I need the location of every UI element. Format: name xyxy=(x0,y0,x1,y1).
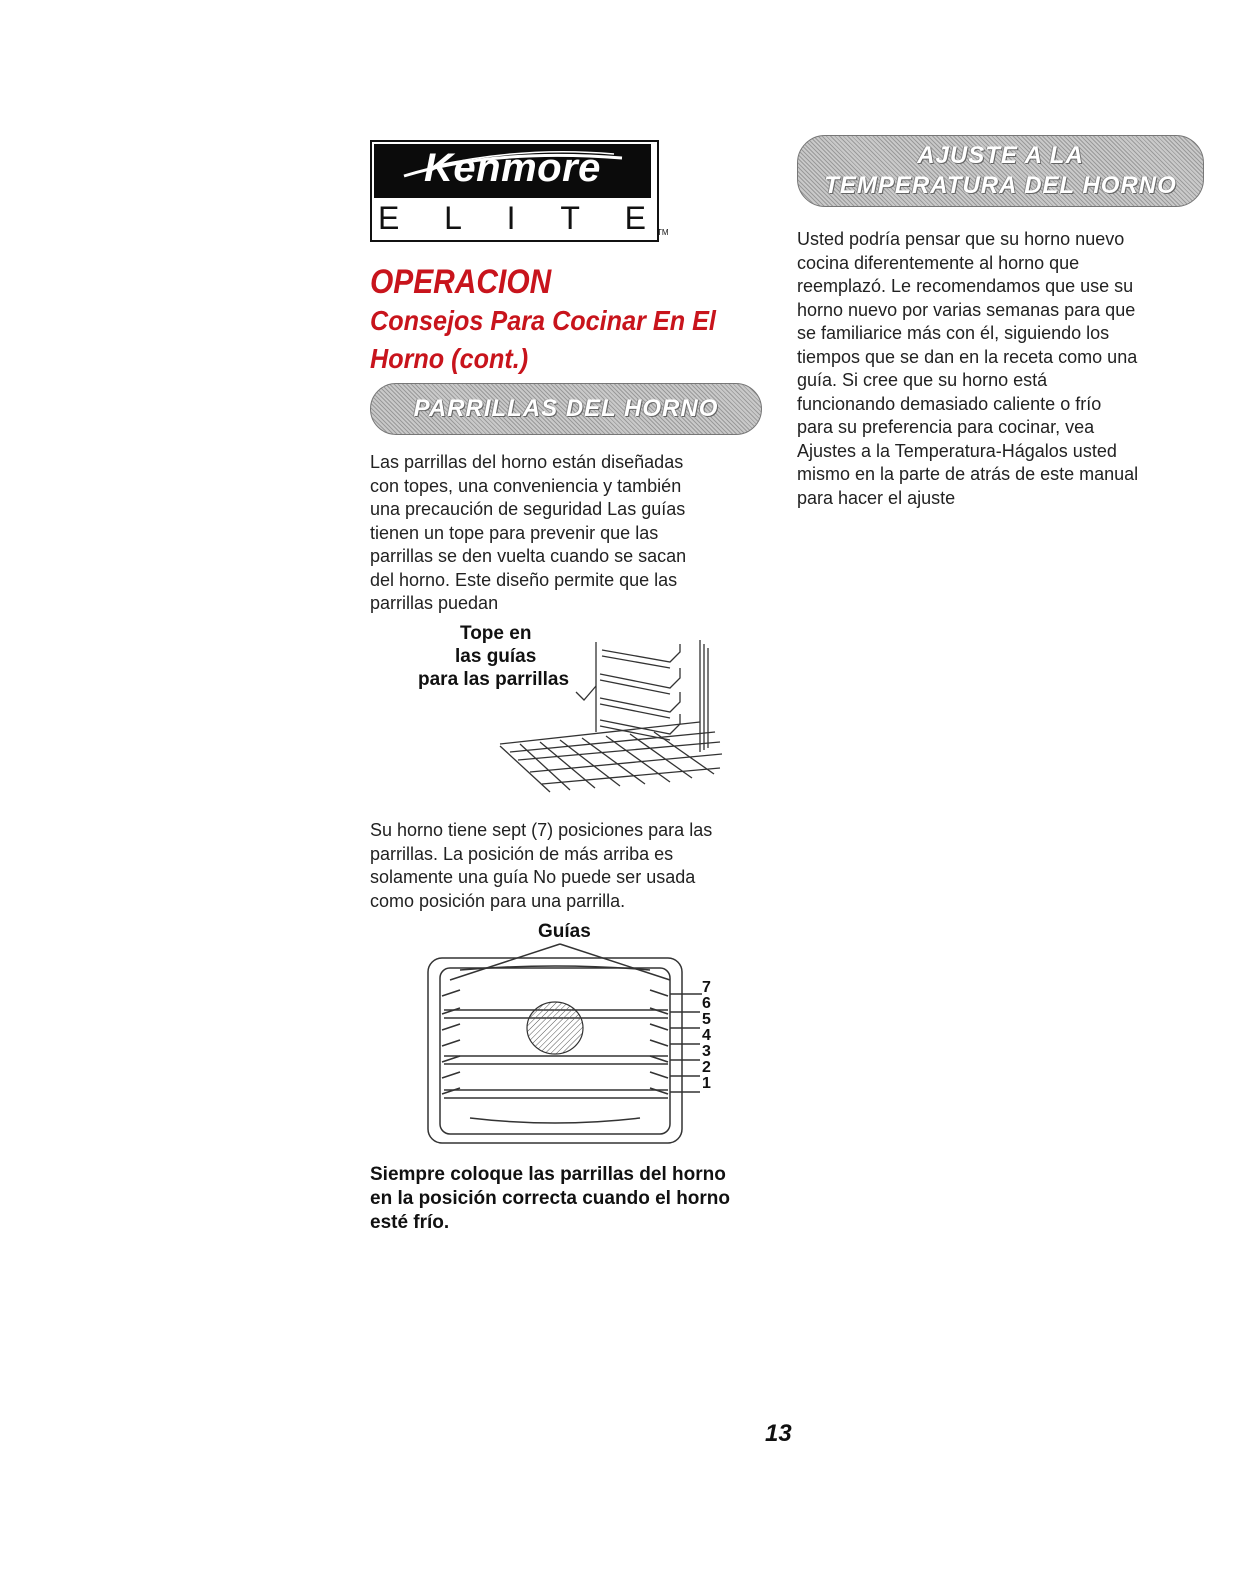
trademark: TM xyxy=(657,228,669,237)
position-7: 7 xyxy=(702,979,711,996)
text-line: tiempos que se dan en la receta como una xyxy=(797,346,1138,367)
racks-note xyxy=(370,1163,790,1235)
text-line: Las parrillas del horno están diseñadas xyxy=(370,452,684,472)
kenmore-elite-logo xyxy=(370,140,669,245)
text-line: Usted podría pensar que su horno nuevo xyxy=(797,229,1125,249)
position-5: 5 xyxy=(702,1011,711,1028)
elite-letter: I xyxy=(506,200,516,236)
text-line: con topes, una conveniencia y también xyxy=(370,475,682,496)
racks-banner xyxy=(370,383,762,435)
guides-label: Guías xyxy=(538,921,591,942)
page-number: 13 xyxy=(765,1420,792,1447)
temperature-banner xyxy=(797,135,1204,207)
text-line: Su horno tiene sept (7) posiciones para las xyxy=(370,820,713,840)
elite-letter: E xyxy=(624,200,646,236)
temperature-banner-line-2: TEMPERATURA DEL HORNO xyxy=(824,172,1177,199)
text-line: una precaución de seguridad Las guías xyxy=(370,499,686,519)
racks-paragraph-1 xyxy=(370,451,770,616)
text-line: tienen un tope para prevenir que las xyxy=(370,522,659,543)
position-6: 6 xyxy=(702,995,711,1012)
oven-positions-figure xyxy=(420,918,740,1148)
stop-label-line-2: las guías xyxy=(455,646,537,667)
text-line: parrillas. La posición de más arriba es xyxy=(370,843,674,864)
text-line: parrillas puedan xyxy=(370,593,499,613)
racks-paragraph-2 xyxy=(370,819,770,913)
text-line: cocina diferentemente al horno que xyxy=(797,252,1080,273)
note-line: en la posición correcta cuando el horno xyxy=(370,1188,731,1209)
logo-black-band xyxy=(374,144,651,198)
text-line: Ajustes a la Temperatura-Hágalos usted xyxy=(797,440,1117,461)
stop-label-line-1: Tope en xyxy=(460,623,532,644)
logo-brand: Kenmore xyxy=(424,146,601,190)
position-numbers xyxy=(702,980,722,1092)
oven-cavity-drawing xyxy=(420,918,740,1148)
temperature-paragraph xyxy=(797,228,1217,510)
rack-stop-figure xyxy=(370,622,750,802)
text-line: funcionando demasiado caliente o frío xyxy=(797,393,1102,414)
text-line: del horno. Este diseño permite que las xyxy=(370,569,678,590)
elite-letter: L xyxy=(444,200,462,236)
text-line: para su preferencia para cocinar, vea xyxy=(797,417,1095,437)
heading-block xyxy=(370,262,790,378)
page-title: OPERACION xyxy=(370,263,552,301)
text-line: se familiarice más con él, siguiendo los xyxy=(797,323,1110,343)
racks-banner-text: PARRILLAS DEL HORNO xyxy=(413,395,719,422)
page-subtitle-line-1: Consejos Para Cocinar En El xyxy=(370,305,716,336)
position-3: 3 xyxy=(702,1043,711,1060)
note-line: esté frío. xyxy=(370,1212,450,1233)
text-line: horno nuevo por varias semanas para que xyxy=(797,299,1136,320)
elite-letter: T xyxy=(560,200,580,236)
text-line: para hacer el ajuste xyxy=(797,487,956,508)
text-line: reemplazó. Le recomendamos que use su xyxy=(797,276,1134,296)
temperature-banner-line-1: AJUSTE A LA xyxy=(917,142,1084,169)
rack-stop-drawing xyxy=(370,622,750,802)
position-1: 1 xyxy=(702,1075,711,1092)
elite-letter: E xyxy=(378,200,400,236)
stop-label-line-3: para las parrillas xyxy=(418,669,570,690)
position-2: 2 xyxy=(702,1059,711,1076)
text-line: como posición para una parrilla. xyxy=(370,890,626,911)
text-line: solamente una guía No puede ser usada xyxy=(370,867,696,887)
logo-elite xyxy=(378,202,646,234)
note-line: Siempre coloque las parrillas del horno xyxy=(370,1164,726,1185)
text-line: mismo en la parte de atrás de este manual xyxy=(797,464,1139,484)
page-subtitle-line-2: Horno (cont.) xyxy=(370,343,529,374)
text-line: guía. Si cree que su horno está xyxy=(797,370,1048,390)
position-4: 4 xyxy=(702,1027,711,1044)
text-line: parrillas se den vuelta cuando se sacan xyxy=(370,546,687,566)
